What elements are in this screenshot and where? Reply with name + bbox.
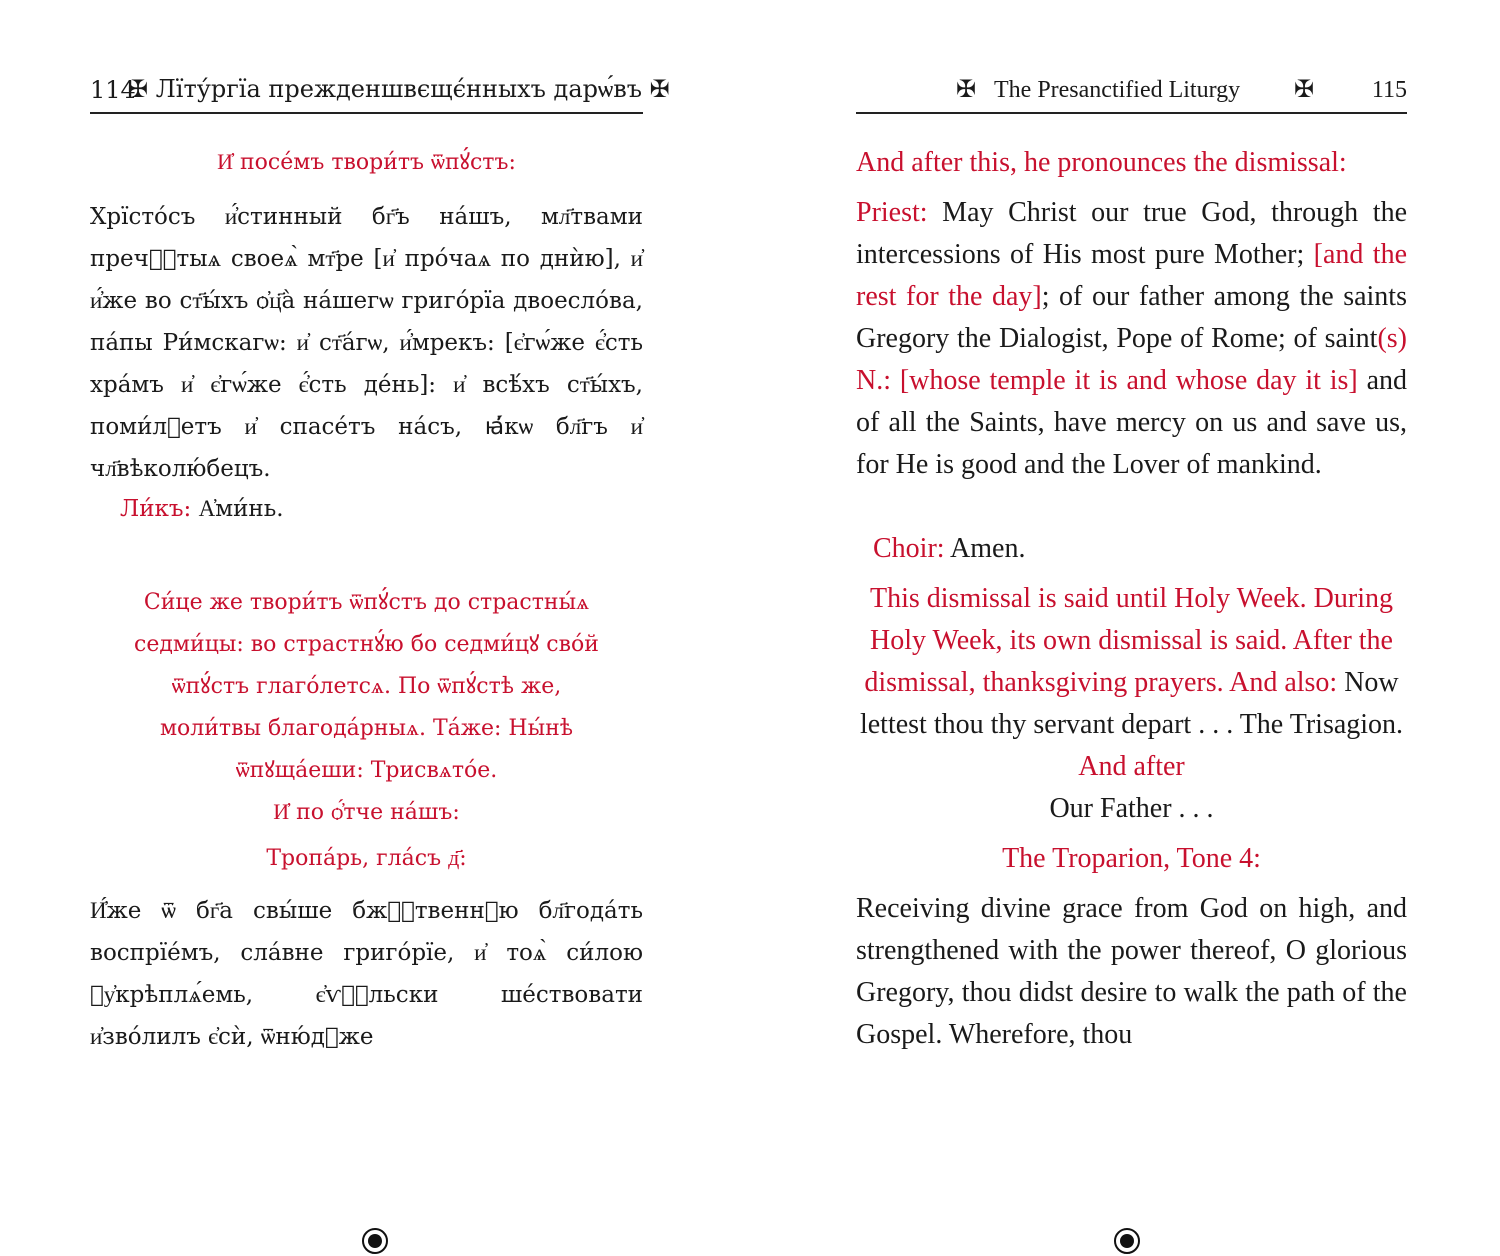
left-rubric-line: ѿпꙋща́еши: Трисвѧто́е. <box>235 758 498 783</box>
left-header-title: ✠ Лїту́ргїа прежденшвєщє́нныхъ дарѡ́въ ✠ <box>128 75 670 103</box>
right-dismissal-text <box>856 192 1407 486</box>
right-troparion-heading: The Troparion, Tone 4: <box>1002 843 1261 874</box>
left-rubric <box>90 582 643 834</box>
left-page-number: 114 <box>90 76 136 104</box>
right-rubric <box>856 578 1407 830</box>
priest-label: Priest: <box>856 197 928 228</box>
dismissal-text-part: ; of our father among the saints Gregory the Dialogist, Pope of Rome; of saint <box>856 281 1407 354</box>
right-page-number: 115 <box>1371 77 1407 103</box>
rubric-part: This dismissal is said until Holy Week. During Holy Week, its own dismissal is said. After the dismissal, thanksgiving prayers. And also: <box>864 583 1393 698</box>
right-choir-response <box>873 528 1407 570</box>
left-rubric-line: седми́цы: во страстнꙋ́ю бо седми́цꙋ сво́й <box>134 632 599 657</box>
left-choir-text: А҆ми́нь. <box>198 496 284 522</box>
left-page-ornament-icon <box>360 1226 390 1256</box>
left-dismissal-heading: И҆ посе́мъ твори́тъ ѿпꙋ́стъ: <box>217 150 516 175</box>
left-running-header <box>90 72 670 114</box>
left-page <box>90 0 670 1244</box>
right-header-title: The Presanctified Liturgy <box>994 77 1241 103</box>
right-header-cross-icon: ✠ <box>956 77 977 103</box>
rubric-text-part: Now lettest thou thy servant depart . . . The Trisagion. <box>859 667 1404 740</box>
left-dismissal-text: Хрїсто́съ и҆́стинный бг҃ъ на́шъ, мл҃твами пречⷭ҇тыѧ своеѧ̀ мт҃ре [и҆ про́чаѧ по днѝю], и҆ и҆́же во ст҃ы́хъ ѻ҆ц҃а̀ на́шегѡ григо́рїа двоесло́ва, па́пы Ри́мскагѡ: и҆ ст҃а́гѡ, и҆́мрекъ: [є҆гѡ́же є҆́сть хра́мъ и҆ є҆гѡ́же є҆́сть де́нь]: и҆ всѣ́хъ ст҃ы́хъ, поми́лꙋетъ и҆ спасе́тъ на́съ, ꙗ҆́кѡ бл҃гъ и҆ чл҃вѣколю́бецъ. <box>90 204 643 482</box>
left-rubric-line: И҆ по ѻ҆́тче на́шъ: <box>273 800 460 825</box>
dismissal-rubric-part: (s) N.: [whose temple it is and whose day it is] <box>856 323 1407 396</box>
right-running-header <box>856 72 1407 114</box>
left-troparion-text: И҆́же ѿ бг҃а свы́ше бжⷭ҇твеннꙋю бл҃года́ть воспрїе́мъ, сла́вне григо́рїе, и҆ тоѧ̀ си́лою ᲂу҆крѣплѧ́емь, є҆ѵⷢ҇льски ше́ствовати и҆зво́лилъ є҆сѝ, ѿню́дꙋже <box>90 898 643 1050</box>
left-rubric-line: моли́твы благода́рныѧ. Та́же: Ны́нѣ <box>159 716 574 741</box>
right-header-cross-icon: ✠ <box>1294 77 1315 103</box>
right-page-ornament-icon <box>1112 1226 1142 1256</box>
choir-label: Choir: <box>873 533 945 564</box>
left-rubric-line: Си́це же твори́тъ ѿпꙋ́стъ до страстны́ѧ <box>143 590 590 615</box>
left-troparion-heading: Тропа́рь, гла́съ д҃: <box>266 846 467 871</box>
dismissal-text-part: May Christ our true God, through the intercessions of His most pure Mother; <box>856 197 1407 270</box>
right-page <box>856 0 1407 1244</box>
left-choir-response <box>120 488 643 530</box>
rubric-text-part: Our Father . . . <box>1049 793 1214 824</box>
left-rubric-line: ѿпꙋ́стъ глаго́летсѧ. По ѿпꙋ́стѣ же, <box>171 674 562 699</box>
right-dismissal-heading: And after this, he pronounces the dismissal: <box>856 147 1347 178</box>
right-troparion-text: Receiving divine grace from God on high, and strengthened with the power thereof, O glorious Gregory, thou didst desire to walk the path of the Gospel. Wherefore, thou <box>856 893 1407 1050</box>
rubric-part: And after <box>1078 751 1185 782</box>
left-choir-label: Ли́къ: <box>120 496 192 522</box>
dismissal-text-part: and of all the Saints, have mercy on us and save us, for He is good and the Lover of mankind. <box>856 365 1407 480</box>
dismissal-rubric-part: [and the rest for the day] <box>856 239 1407 312</box>
choir-text: Amen. <box>950 533 1026 564</box>
